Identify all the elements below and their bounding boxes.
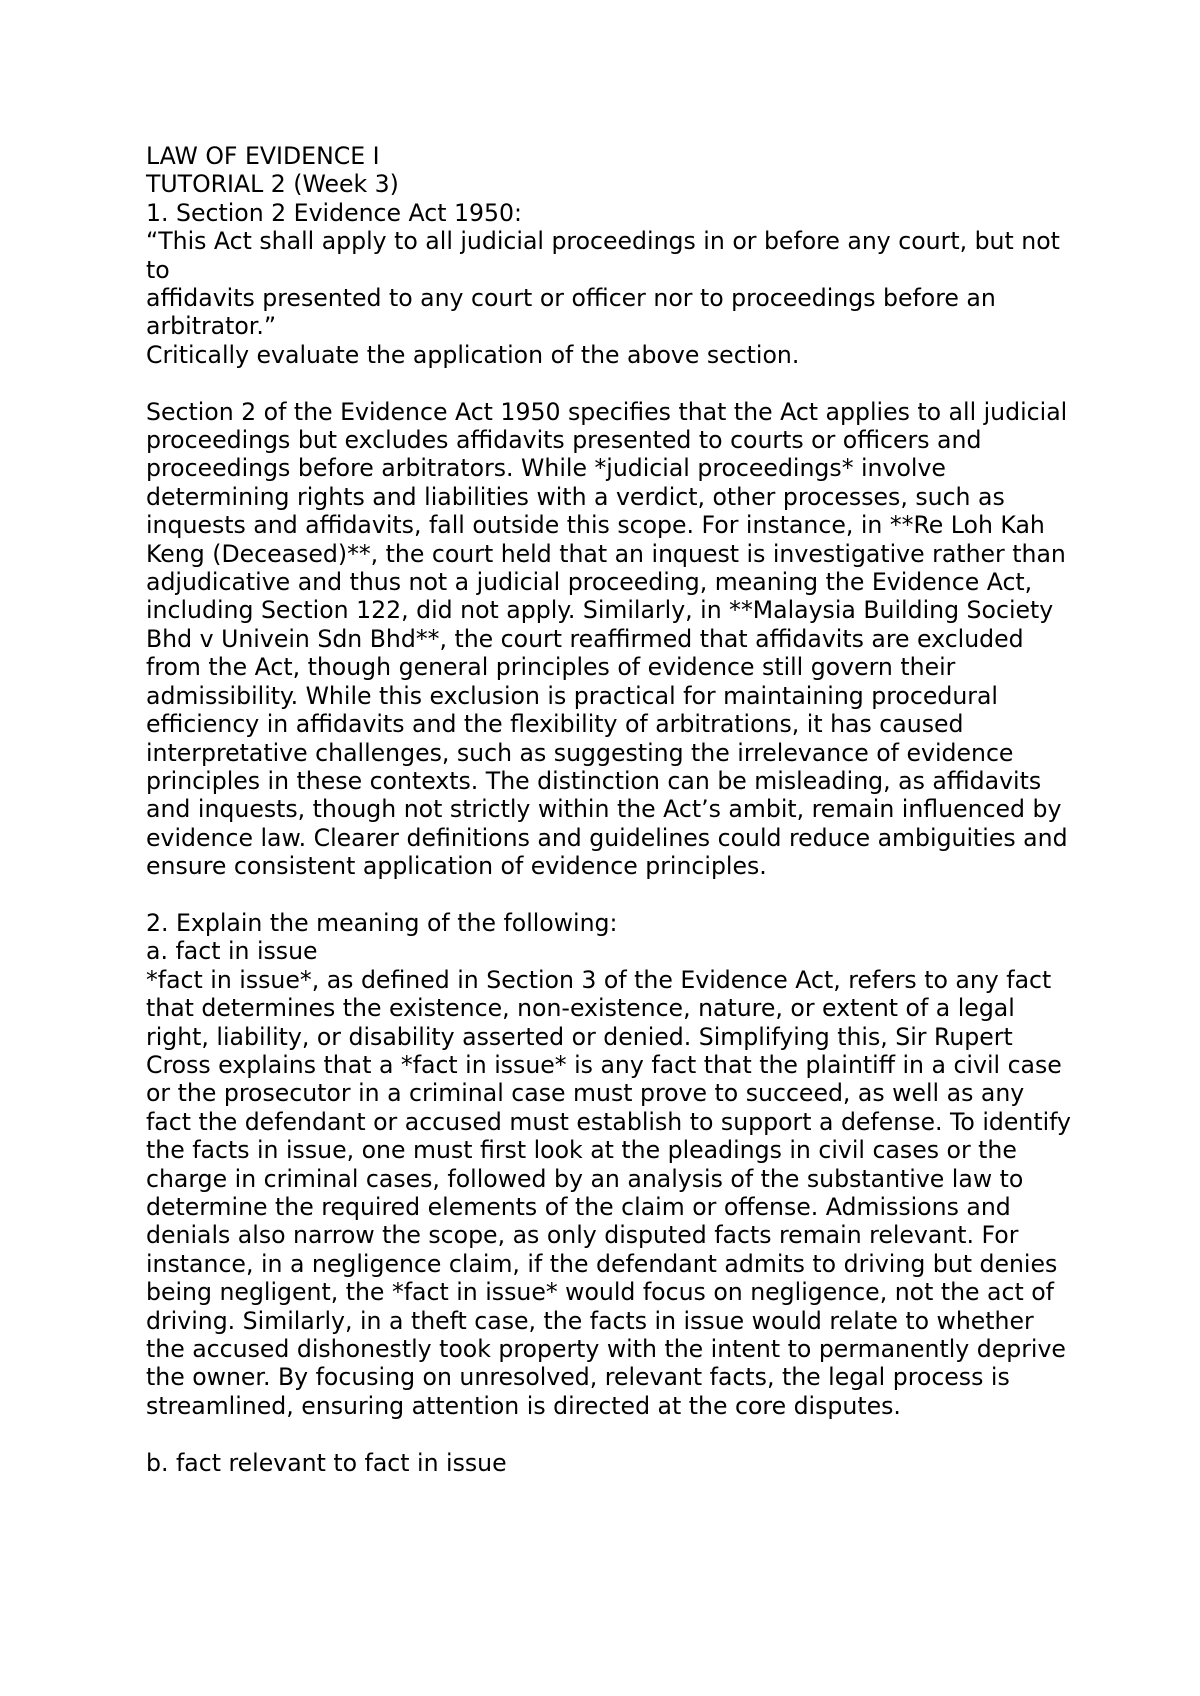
answer-1-paragraph: Section 2 of the Evidence Act 1950 specifies that the Act applies to all judicial proceedings but excludes affidavits presented to courts or officers and proceedings before arbitrators. While *judicial proceedings* involve determining rights and liabilities with a verdict, other processes, such as inquests and affidavits, fall outside this scope. For instance, in **Re Loh Kah Keng (Deceased)**, the court held that an inquest is investigative rather than adjudicative and thus not a judicial proceeding, meaning the Evidence Act, including Section 122, did not apply. Similarly, in **Malaysia Building Society Bhd v Univein Sdn Bhd**, the court reaffirmed that affidavits are excluded from the Act, though general principles of evidence still govern their admissibility. While this exclusion is practical for maintaining procedural efficiency in affidavits and the flexibility of arbitrations, it has caused interpretative challenges, such as suggesting the irrelevance of evidence principles in these contexts. The distinction can be misleading, as affidavits and inquests, though not strictly within the Act’s ambit, remain influenced by evidence law. Clearer definitions and guidelines could reduce ambiguities and ensure consistent application of evidence principles.: [146, 397, 1068, 881]
paragraph-gap: [146, 369, 1076, 397]
quoted-section-line-1: “This Act shall apply to all judicial proceedings in or before any court, but not to: [146, 227, 1060, 284]
item-b-heading: b. fact relevant to fact in issue: [146, 1448, 507, 1477]
item-a-heading: a. fact in issue: [146, 937, 318, 966]
paragraph-gap: [146, 1420, 1076, 1448]
quoted-section-line-2: affidavits presented to any court or officer nor to proceedings before an arbitrator.”: [146, 284, 996, 341]
document-title: LAW OF EVIDENCE I: [146, 142, 380, 170]
question-1-heading: 1. Section 2 Evidence Act 1950:: [146, 198, 522, 227]
answer-2a-paragraph: *fact in issue*, as defined in Section 3 of the Evidence Act, refers to any fact that determines the existence, non-existence, nature, or extent of a legal right, liability, or disability asserted or denied. Simplifying this, Sir Rupert Cross explains that a *fact in issue* is any fact that the plaintiff in a civil case or the prosecutor in a criminal case must prove to succeed, as well as any fact the defendant or accused must establish to support a defense. To identify the facts in issue, one must first look at the pleadings in civil cases or the charge in criminal cases, followed by an analysis of the substantive law to determine the required elements of the claim or offense. Admissions and denials also narrow the scope, as only disputed facts remain relevant. For instance, in a negligence claim, if the defendant admits to driving but denies being negligent, the *fact in issue* would focus on negligence, not the act of driving. Similarly, in a theft case, the facts in issue would relate to whether the accused dishonestly took property with the intent to permanently deprive the owner. By focusing on unresolved, relevant facts, the legal process is streamlined, ensuring attention is directed at the core disputes.: [146, 965, 1072, 1420]
tutorial-heading: TUTORIAL 2 (Week 3): [146, 170, 399, 199]
document-page: [146, 142, 1076, 1477]
question-1-instruction: Critically evaluate the application of the above section.: [146, 340, 800, 369]
paragraph-gap: [146, 881, 1076, 909]
question-2-heading: 2. Explain the meaning of the following:: [146, 908, 618, 937]
